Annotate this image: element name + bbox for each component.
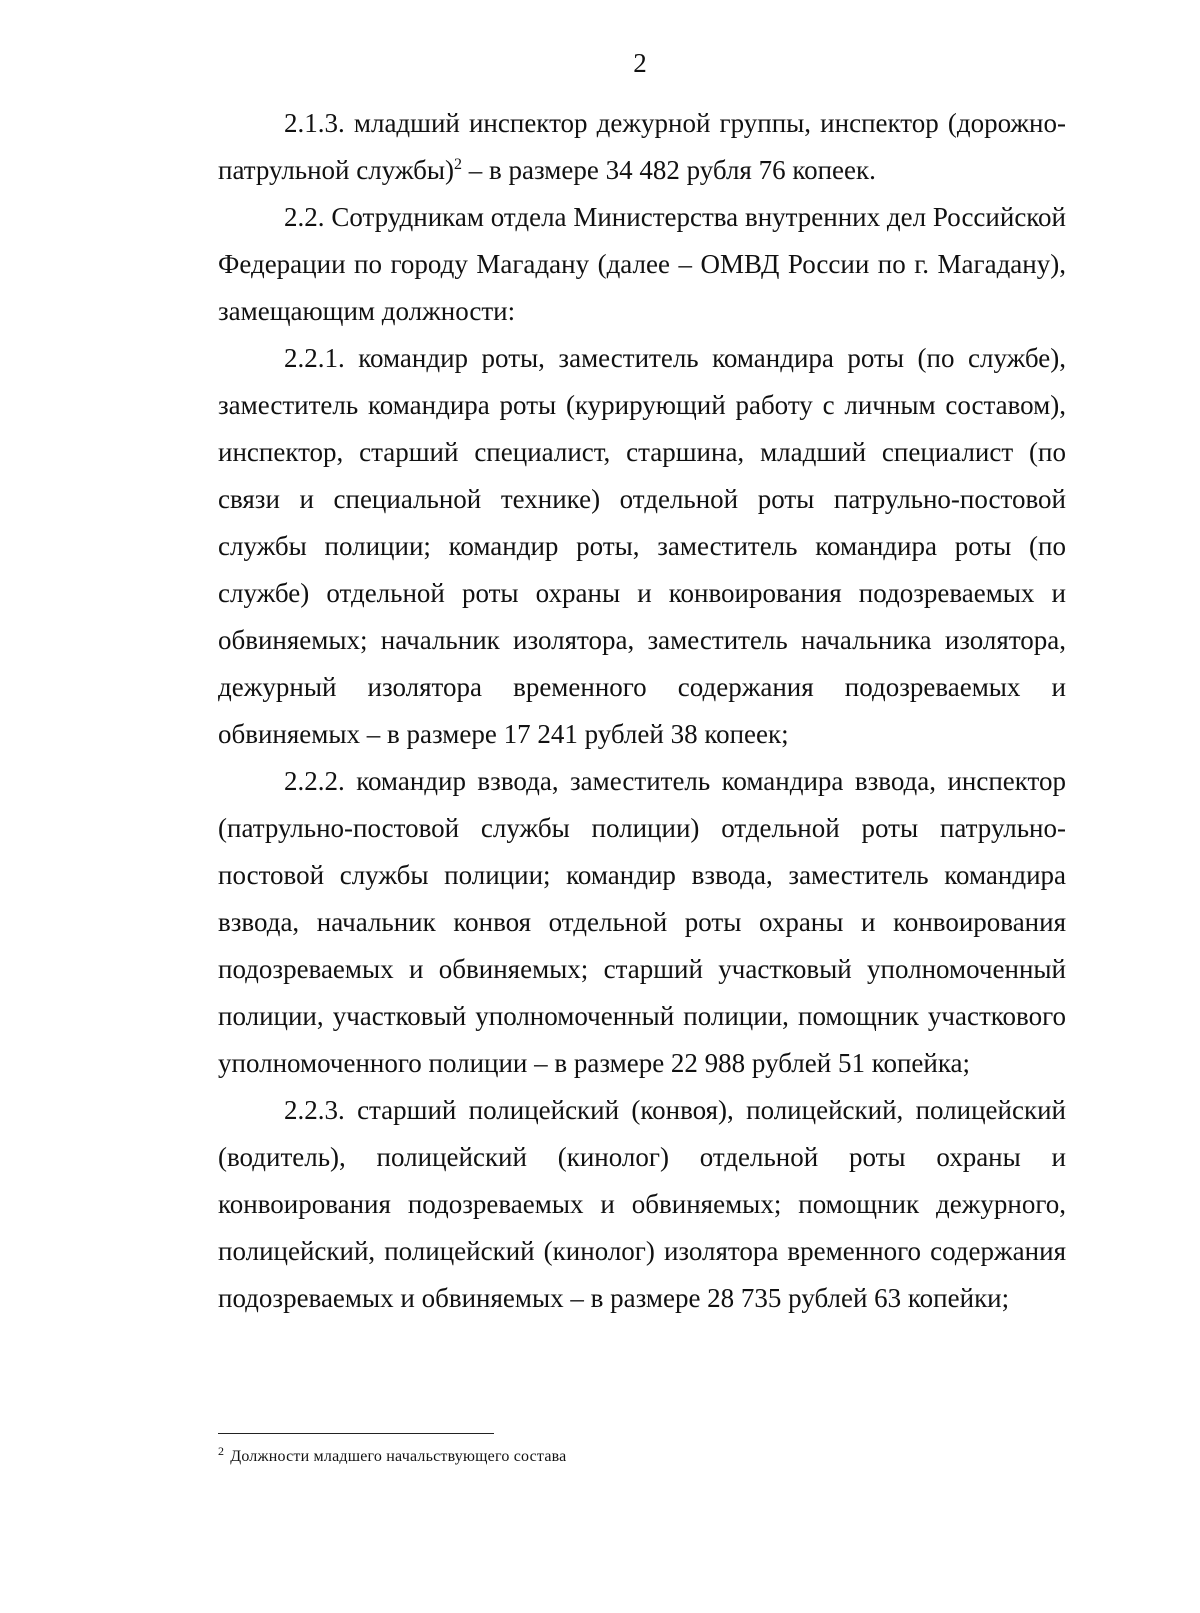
paragraph-2-2: 2.2. Сотрудникам отдела Министерства внутренних дел Российской Федерации по городу Магадану (далее – ОМВД России по г. Магадану), замещающим должности: [218,202,1066,326]
footnote-text: Должности младшего начальствующего состава [230,1448,567,1465]
paragraph-text: 2.1.3. младший инспектор дежурной группы, инспектор (дорожно-патрульной службы) [218,108,1066,185]
paragraph-2-1-3 [218,100,1066,194]
paragraph-text: – в размере 34 482 рубля 76 копеек. [462,155,876,185]
document-body [218,100,1066,1322]
paragraph-2-2-2: 2.2.2. командир взвода, заместитель командира взвода, инспектор (патрульно-постовой службы полиции) отдельной роты патрульно-постовой службы полиции; командир взвода, заместитель командира взвода, начальник конвоя отдельной роты охраны и конвоирования подозреваемых и обвиняемых; старший участковый уполномоченный полиции, участковый уполномоченный полиции, помощник участкового уполномоченного полиции – в размере 22 988 рублей 51 копейка; [218,766,1066,1078]
paragraph-2-2-1: 2.2.1. командир роты, заместитель командира роты (по службе), заместитель командира роты (курирующий работу с личным составом), инспектор, старший специалист, старшина, младший специалист (по связи и специальной технике) отдельной роты патрульно-постовой службы полиции; командир роты, заместитель командира роты (по службе) отдельной роты охраны и конвоирования подозреваемых и обвиняемых; начальник изолятора, заместитель начальника изолятора, дежурный изолятора временного содержания подозреваемых и обвиняемых – в размере 17 241 рублей 38 копеек; [218,343,1066,749]
footnote [218,1443,1066,1468]
footnote-mark: 2 [218,1443,225,1458]
paragraph-2-2-3: 2.2.3. старший полицейский (конвоя), полицейский, полицейский (водитель), полицейский (кинолог) отдельной роты охраны и конвоирования подозреваемых и обвиняемых; помощник дежурного, полицейский, полицейский (кинолог) изолятора временного содержания подозреваемых и обвиняемых – в размере 28 735 рублей 63 копейки; [218,1095,1066,1313]
footnote-separator [218,1433,494,1434]
page-number: 2 [633,48,647,78]
footnote-reference[interactable]: 2 [454,156,463,173]
